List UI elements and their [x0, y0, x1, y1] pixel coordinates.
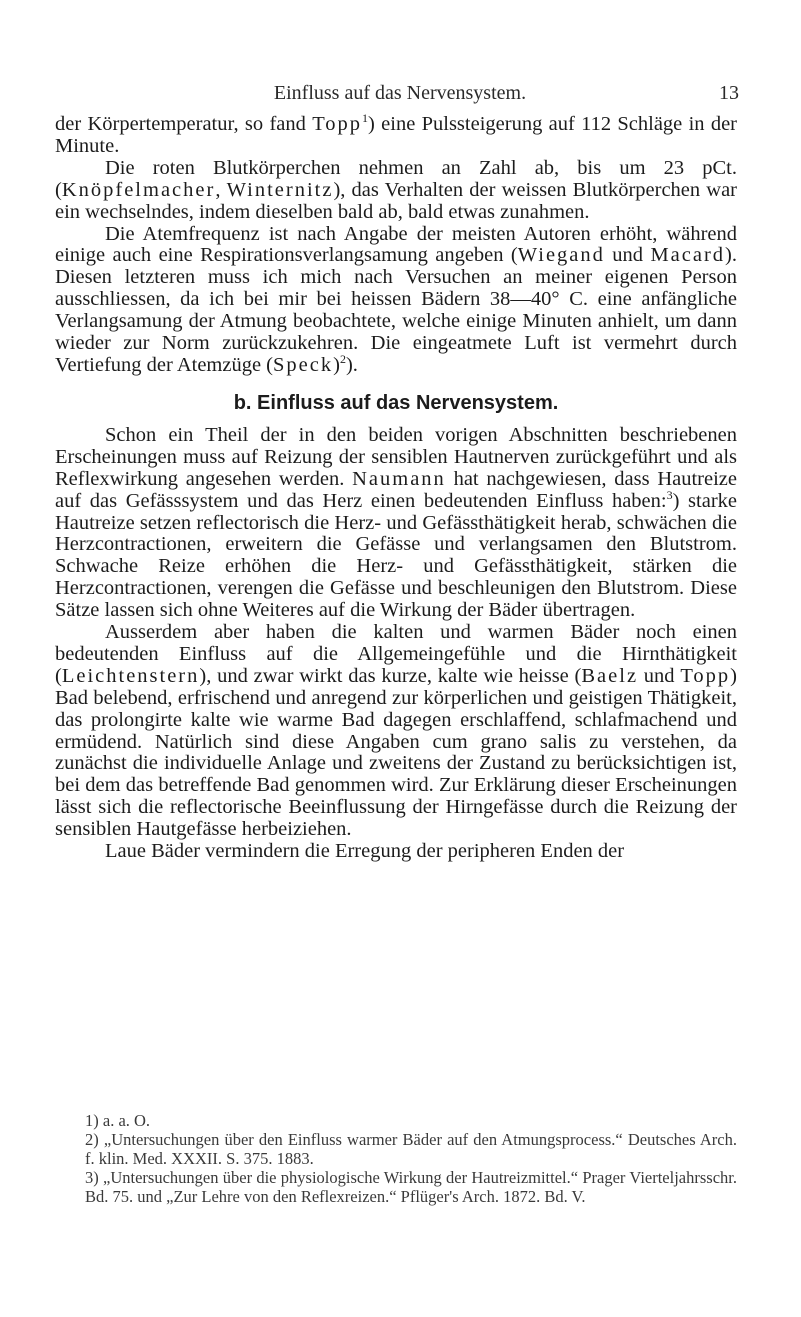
author-name: Baelz [581, 664, 639, 687]
author-name: Macard [650, 244, 726, 267]
paragraph-3: Die Atemfrequenz ist nach Angabe der meisten Autoren erhöht, während einige auch eine Respirationsverlangsamung angeben (Wiegand und Macard). Diesen letzteren muss ich mich nach Versuchen an meiner eigenen Person ausschliessen, da ich bei mir bei heissen Bädern 38—40° C. eine anfängliche Verlangsamung der Atmung beobachtete, welche einige Minuten anhielt, um dann wieder zur Norm zurückzukehren. Die eingeatmete Luft ist vermehrt durch Vertiefung der Atemzüge (Speck)$^2$). [55, 222, 737, 376]
paragraph-6: Laue Bäder vermindern die Erregung der peripheren Enden der [105, 840, 625, 863]
paragraph-2: Die roten Blutkörperchen nehmen an Zahl ab, bis um 23 pCt. (Knöpfelmacher, Winternitz), das Verhalten der weissen Blutkörperchen war ein wechselndes, indem dieselben bald ab, bald etwas zunahmen. [55, 156, 738, 223]
footnote-ref: 1 [362, 111, 369, 126]
section-heading: b. Einfluss auf das Nervensystem. [233, 391, 559, 414]
footnote-ref: 3 [666, 487, 673, 502]
paragraph-5: Ausserdem aber haben die kalten und warmen Bäder noch einen bedeutenden Einfluss auf die Allgemeingefühle und die Hirnthätigkeit (Leichtenstern), und zwar wirkt das kurze, kalte wie heisse (Baelz und Topp) Bad belebend, erfrischend und anregend zur körperlichen und geistigen Thätigkeit, das prolongirte kalte wie warme Bad dagegen erschlaffend, schlafmachend und ermüdend. Natürlich sind diese Angaben cum grano salis zu verstehen, da zunächst die individuelle Anlage und zweitens der Zustand zu berücksichtigen ist, bei dem das betreffende Bad genommen wird. Zur Erklärung dieser Erscheinungen lässt sich die reflectorische Beeinflussung der Hirngefässe durch die Reizung der sensiblen Hautgefässe herbeiziehen. [55, 621, 737, 841]
running-head: Einfluss auf das Nervensystem. [273, 82, 527, 104]
footnote-1: 1) a. a. O. [85, 1111, 151, 1130]
footnote-3: 3) „Untersuchungen über die physiologische Wirkung der Hautreizmittel.“ Prager Vierteljahrsschr. Bd. 75. und „Zur Lehre von den Reflexreizen.“ Pflüger's Arch. 1872. Bd. V. [85, 1168, 737, 1206]
body-text [55, 111, 738, 863]
author-name: Leichtenstern [61, 664, 200, 687]
footnote-ref: 2 [339, 352, 346, 367]
page-number: 13 [719, 82, 739, 104]
footnote-2: 2) „Untersuchungen über den Einfluss warmer Bäder auf den Atmungsprocess.“ Deutsches Arch. f. klin. Med. XXXII. S. 375. 1883. [85, 1130, 737, 1168]
paragraph-4: Schon ein Theil der in den beiden vorigen Abschnitten beschriebenen Erscheinungen muss auf Reizung der sensiblen Hautnerven zurückgeführt und als Reflexwirkung angesehen werden. Naumann hat nachgewiesen, dass Hautreize auf das Gefässsystem und das Herz einen bedeutenden Einfluss haben:$^3$) starke Hautreize setzen reflectorisch die Herz- und Gefässthätigkeit herab, schwächen die Herzcontractionen, erweitern die Gefässe und verlangsamen den Blutstrom. Schwache Reize erhöhen die Herz- und Gefässthätigkeit, stärken die Herzcontractionen, verengen die Gefässe und beschleunigen den Blutstrom. Diese Sätze lassen sich ohne Weiteres auf die Wirkung der Bäder übertragen. [55, 423, 737, 622]
author-name: Topp [312, 113, 363, 135]
author-name: Wiegand [517, 244, 605, 267]
footnotes [55, 1111, 737, 1206]
author-name: Winternitz [226, 178, 334, 201]
author-name: Naumann [352, 467, 446, 490]
paragraph-1: der Körpertemperatur, so fand Topp$^1$) eine Pulssteigerung auf 112 Schläge in der Minute. [55, 111, 737, 157]
author-name: Topp [680, 664, 731, 687]
author-name: Speck [273, 353, 334, 376]
author-name: Knöpfelmacher [61, 178, 216, 201]
